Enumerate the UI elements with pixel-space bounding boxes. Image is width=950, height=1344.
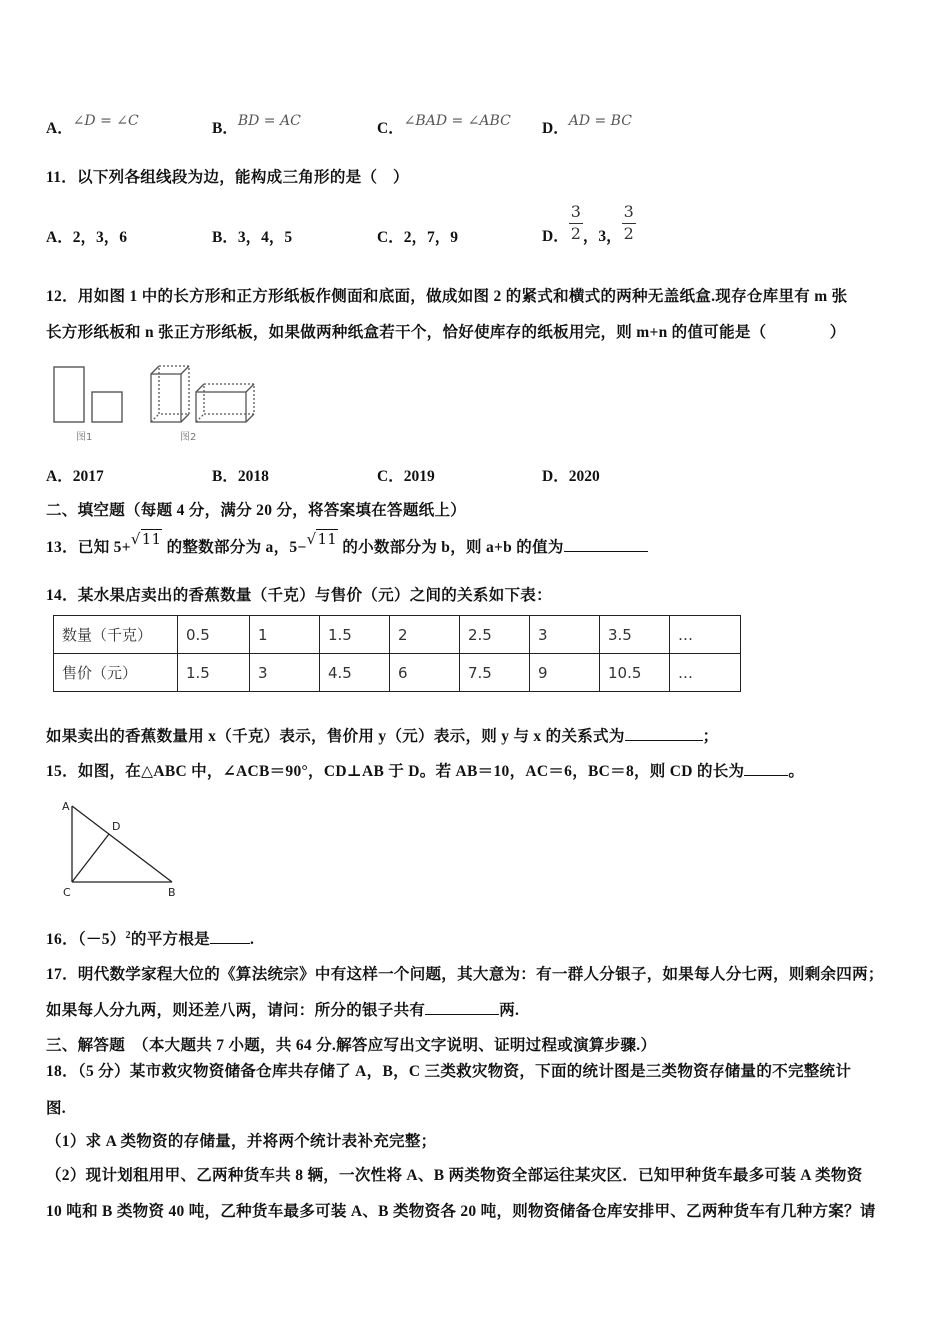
q10-option-a: A．∠D = ∠C bbox=[46, 113, 139, 137]
q11-option-c: C．2，7，9 bbox=[377, 229, 458, 246]
side-ab bbox=[72, 806, 172, 882]
q18-sub2-line2: 10 吨和 B 类物资 40 吨，乙种货车最多可装 A、B 类物资各 20 吨，则物资储备仓库安排甲、乙两种货车有几种方案？请 bbox=[46, 1203, 876, 1220]
table-cell: … bbox=[670, 616, 741, 654]
q12-line2: 长方形纸板和 n 张正方形纸板，如果做两种纸盒若干个，恰好使库存的纸板用完，则 m+n 的值可能是（ ） bbox=[46, 324, 846, 341]
q18-sub2-line1: （2）现计划租用甲、乙两种货车共 8 辆，一次性将 A、B 两类物资全部运往某灾区．已知甲种货车最多可装 A 类物资 bbox=[46, 1167, 863, 1184]
table-cell: 1.5 bbox=[320, 616, 390, 654]
fig1-square bbox=[92, 392, 122, 422]
table-header-cell: 售价（元） bbox=[54, 654, 178, 692]
table-row bbox=[54, 616, 741, 654]
q11-option-d: D． $\frac{3}{2}$ ，3， $\frac{3}{2}$ bbox=[542, 201, 634, 245]
q11-option-b: B．3，4，5 bbox=[212, 229, 293, 246]
q13-text: 13．已知 5+√11 的整数部分为 a，5−√11 的小数部分为 b，则 a+b 的值为 bbox=[46, 535, 648, 557]
q12-option-a: A．2017 bbox=[46, 468, 104, 485]
q10-option-b: B．BD = AC bbox=[212, 113, 301, 137]
table-cell: 9 bbox=[530, 654, 600, 692]
q12-figures bbox=[48, 360, 268, 445]
q10-option-a-expr: ∠D = ∠C bbox=[72, 113, 139, 129]
q10-option-d: D．AD = BC bbox=[542, 113, 632, 137]
q10-option-b-expr: BD = AC bbox=[237, 113, 301, 129]
table-cell: 3 bbox=[250, 654, 320, 692]
q12-option-b: B．2018 bbox=[212, 468, 269, 485]
q12-line1: 12．用如图 1 中的长方形和正方形纸板作侧面和底面，做成如图 2 的紧式和横式的两种无盖纸盒.现存仓库里有 m 张 bbox=[46, 288, 848, 305]
fig1-label: 图1 bbox=[76, 432, 93, 443]
fig1-rectangle bbox=[54, 367, 84, 422]
table-cell: 6 bbox=[390, 654, 460, 692]
table-cell: 4.5 bbox=[320, 654, 390, 692]
sqrt-symbol-2: √11 bbox=[306, 530, 338, 548]
table-cell: … bbox=[670, 654, 741, 692]
q14-text: 14．某水果店卖出的香蕉数量（千克）与售价（元）之间的关系如下表： bbox=[46, 587, 552, 604]
table-cell: 2 bbox=[390, 616, 460, 654]
table-cell: 2.5 bbox=[460, 616, 530, 654]
q16-text: 16．$(-5)^2$的平方根是 . bbox=[46, 930, 255, 948]
table-cell: 0.5 bbox=[178, 616, 250, 654]
q11-option-d-frac-2: $\frac{3}{2}$ bbox=[623, 201, 634, 243]
table-row bbox=[54, 654, 741, 692]
fig2-label: 图2 bbox=[180, 432, 197, 443]
point-b-label: B bbox=[168, 886, 176, 899]
q11-option-d-frac-1: $\frac{3}{2}$ bbox=[570, 201, 581, 243]
fig2-vertical-box bbox=[151, 366, 189, 422]
q14-value-table bbox=[53, 615, 741, 692]
q15-text: 15．如图，在△ABC 中，∠ACB＝90°，CD⊥AB 于 D。若 AB＝10，AC＝6，BC＝8，则 CD 的长为 。 bbox=[46, 763, 805, 780]
q17-line1: 17．明代数学家程大位的《算法统宗》中有这样一个问题，其大意为：有一群人分银子，如果每人分七两，则剩余四两； bbox=[46, 966, 884, 983]
table-cell: 3 bbox=[530, 616, 600, 654]
q10-option-c: C．∠BAD = ∠ABC bbox=[377, 113, 511, 137]
q12-option-c: C．2019 bbox=[377, 468, 435, 485]
table-header-cell: 数量（千克） bbox=[54, 616, 178, 654]
table-cell: 3.5 bbox=[600, 616, 670, 654]
q18-sub1: （1）求 A 类物资的存储量，并将两个统计表补充完整； bbox=[46, 1133, 437, 1150]
point-d-label: D bbox=[112, 820, 121, 833]
point-c-label: C bbox=[63, 886, 71, 899]
q11-option-a: A．2，3，6 bbox=[46, 229, 127, 246]
q14-follow: 如果卖出的香蕉数量用 x（千克）表示，售价用 y（元）表示，则 y 与 x 的关系式为 ； bbox=[46, 728, 719, 745]
q17-line2: 如果每人分九两，则还差八两，请问：所分的银子共有 两. bbox=[46, 1002, 520, 1019]
q15-triangle-figure bbox=[60, 798, 190, 900]
table-cell: 1 bbox=[250, 616, 320, 654]
q15-answer-blank[interactable] bbox=[744, 775, 788, 776]
point-a-label: A bbox=[62, 800, 70, 813]
q14-answer-blank[interactable] bbox=[625, 740, 703, 741]
q10-option-c-expr: ∠BAD = ∠ABC bbox=[403, 113, 511, 129]
sqrt-symbol-1: √11 bbox=[130, 530, 162, 548]
q10-option-d-expr: AD = BC bbox=[568, 113, 632, 129]
q16-answer-blank[interactable] bbox=[210, 943, 250, 944]
q18-line2: 图. bbox=[46, 1100, 66, 1117]
altitude-cd bbox=[72, 834, 109, 882]
q18-line1: 18．（5 分）某市救灾物资储备仓库共存储了 A，B，C 三类救灾物资，下面的统计图是三类物资存储量的不完整统计 bbox=[46, 1063, 852, 1080]
table-cell: 1.5 bbox=[178, 654, 250, 692]
q17-answer-blank[interactable] bbox=[425, 1014, 499, 1015]
section3-heading: 三、解答题 （本大题共 7 小题，共 64 分.解答应写出文字说明、证明过程或演算步骤.） bbox=[46, 1037, 657, 1054]
fig2-horizontal-box bbox=[196, 384, 254, 422]
table-cell: 10.5 bbox=[600, 654, 670, 692]
section2-heading: 二、填空题（每题 4 分，满分 20 分，将答案填在答题纸上） bbox=[46, 502, 467, 519]
q11-text: 11．以下列各组线段为边，能构成三角形的是（ ） bbox=[46, 169, 409, 186]
q12-option-d: D．2020 bbox=[542, 468, 600, 485]
table-cell: 7.5 bbox=[460, 654, 530, 692]
q13-answer-blank[interactable] bbox=[564, 551, 648, 552]
